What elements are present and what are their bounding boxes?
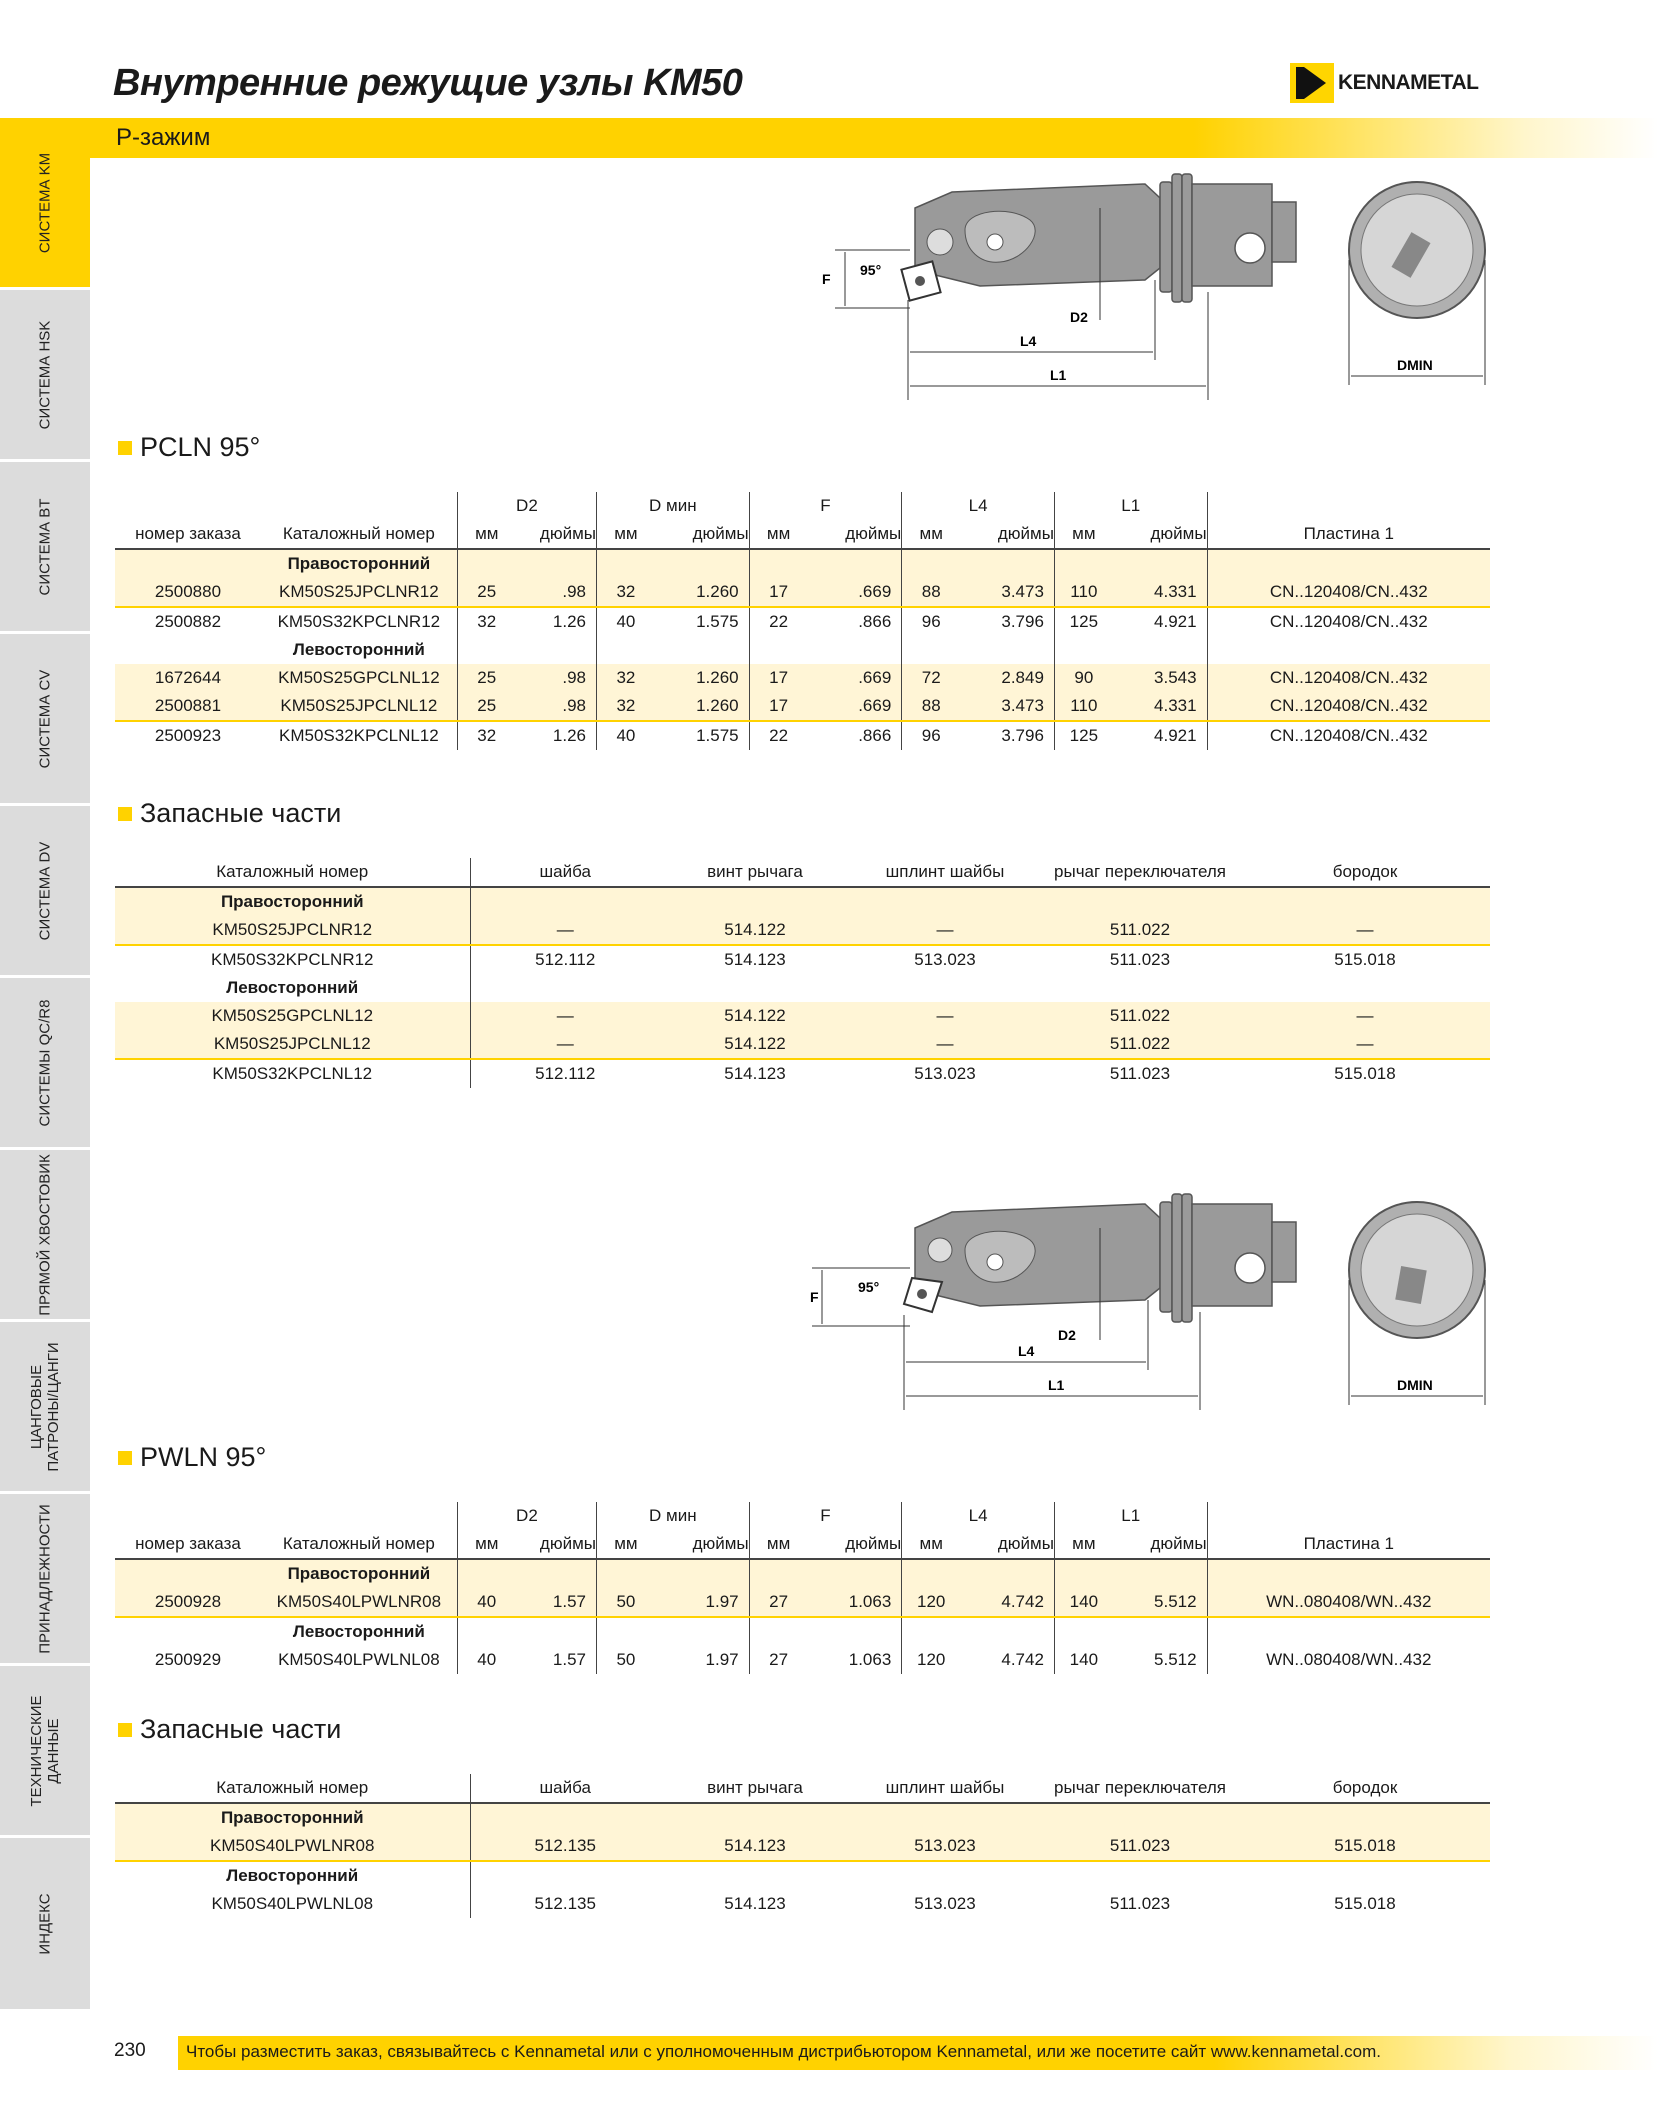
table-row bbox=[115, 1890, 1490, 1918]
table-cell: .98 bbox=[516, 664, 597, 692]
column-header: номер заказа bbox=[115, 520, 261, 549]
column-header: Пластина 1 bbox=[1207, 1530, 1490, 1559]
hand-label: Левосторонний bbox=[226, 978, 359, 997]
diagram-label-angle: 95° bbox=[858, 1279, 880, 1295]
table-cell: 511.023 bbox=[1109, 950, 1171, 969]
table-cell: WN..080408/WN..432 bbox=[1207, 1588, 1490, 1617]
column-header: рычаг переключателя bbox=[1040, 1774, 1240, 1803]
sidebar-item-label: СИСТЕМА DV bbox=[36, 841, 54, 940]
table-cell: — bbox=[1240, 1002, 1490, 1030]
group-header: D2 bbox=[457, 492, 596, 520]
table-cell: 3.473 bbox=[960, 578, 1054, 607]
row-group-label bbox=[115, 1617, 1490, 1646]
table-cell: 514.122 bbox=[660, 916, 850, 945]
column-header: дюймы bbox=[808, 520, 902, 549]
sidebar-item[interactable] bbox=[0, 806, 90, 978]
table-cell: 515.018 bbox=[1334, 1894, 1396, 1913]
page-title: Внутренние режущие узлы KM50 bbox=[113, 62, 743, 104]
table-cell: 120 bbox=[902, 1588, 960, 1617]
column-header: мм bbox=[597, 520, 655, 549]
group-header: L4 bbox=[902, 492, 1055, 520]
sidebar-item-label: СИСТЕМЫ QC/R8 bbox=[36, 999, 54, 1126]
section-spares-2 bbox=[118, 1714, 341, 1745]
sidebar-item[interactable] bbox=[0, 290, 90, 462]
table-cell: KM50S40LPWLNR08 bbox=[115, 1832, 470, 1861]
spares-table-2 bbox=[115, 1774, 1490, 1918]
table-cell: 514.122 bbox=[660, 1002, 850, 1030]
column-header: мм bbox=[1054, 520, 1112, 549]
sidebar-item[interactable] bbox=[0, 1322, 90, 1494]
table-row bbox=[115, 1646, 1490, 1674]
table-cell: — bbox=[1240, 916, 1490, 945]
column-header: шплинт шайбы bbox=[850, 858, 1040, 887]
kennametal-logo-icon bbox=[1290, 63, 1334, 103]
sidebar-item[interactable] bbox=[0, 1666, 90, 1838]
table-cell: KM50S25JPCLNR12 bbox=[261, 578, 457, 607]
section-title: Запасные части bbox=[140, 798, 342, 828]
table-row bbox=[115, 1588, 1490, 1617]
table-cell: 50 bbox=[597, 1588, 655, 1617]
row-group-label bbox=[115, 974, 1490, 1002]
diagram-label-l4: L4 bbox=[1020, 333, 1037, 349]
table-cell: 1.260 bbox=[655, 692, 749, 721]
sidebar-item-label: СИСТЕМА CV bbox=[36, 669, 54, 768]
table-cell: .669 bbox=[808, 692, 902, 721]
table-cell: 17 bbox=[749, 664, 807, 692]
table-cell: 515.018 bbox=[1240, 1832, 1490, 1861]
table-cell: KM50S32KPCLNR12 bbox=[277, 612, 441, 631]
column-header: Каталожный номер bbox=[261, 1530, 457, 1559]
table-cell: 3.473 bbox=[960, 692, 1054, 721]
table-cell: 511.022 bbox=[1040, 1002, 1240, 1030]
table-cell: 1.063 bbox=[808, 1588, 902, 1617]
table-cell: 515.018 bbox=[1334, 1064, 1396, 1083]
group-header: D мин bbox=[597, 492, 750, 520]
table-row bbox=[115, 945, 1490, 974]
table-cell: KM50S32KPCLNR12 bbox=[210, 950, 374, 969]
sidebar-item-label: ЦАНГОВЫЕ ПАТРОНЫ/ЦАНГИ bbox=[28, 1341, 62, 1472]
table-cell: KM50S40LPWLNL08 bbox=[278, 1650, 440, 1669]
table-cell: 1.260 bbox=[655, 578, 749, 607]
group-header: F bbox=[749, 492, 902, 520]
table-cell: — bbox=[470, 916, 660, 945]
table-cell: 88 bbox=[902, 692, 960, 721]
sidebar-item-label: ПРЯМОЙ ХВОСТОВИК bbox=[36, 1153, 54, 1316]
table-row bbox=[115, 1002, 1490, 1030]
table-cell: 25 bbox=[457, 578, 515, 607]
table-cell: 512.135 bbox=[470, 1890, 660, 1918]
sidebar-item-label: СИСТЕМА HSK bbox=[36, 320, 54, 429]
subtitle: P-зажим bbox=[116, 124, 211, 151]
table-header bbox=[115, 520, 1490, 549]
table-cell: 514.123 bbox=[724, 1894, 786, 1913]
column-header: дюймы bbox=[960, 1530, 1054, 1559]
column-header: Каталожный номер bbox=[261, 520, 457, 549]
table-cell: 125 bbox=[1054, 607, 1112, 636]
table-cell: KM50S25JPCLNL12 bbox=[115, 1030, 470, 1059]
table-cell: 514.123 bbox=[660, 1832, 850, 1861]
section-spares-1 bbox=[118, 798, 341, 829]
table-cell: 4.921 bbox=[1154, 612, 1197, 631]
table-row bbox=[115, 607, 1490, 636]
table-cell: .669 bbox=[808, 664, 902, 692]
section-title: PWLN 95° bbox=[140, 1442, 267, 1472]
table-cell: 1.063 bbox=[848, 1650, 892, 1669]
section-title: Запасные части bbox=[140, 1714, 342, 1744]
table-cell: CN..120408/CN..432 bbox=[1207, 664, 1490, 692]
group-header: D2 bbox=[457, 1502, 596, 1530]
table-cell: CN..120408/CN..432 bbox=[1207, 692, 1490, 721]
sidebar-item-label: СИСТЕМА KM bbox=[36, 152, 54, 253]
sidebar-item[interactable] bbox=[0, 1150, 90, 1322]
table-cell: 40 bbox=[597, 721, 655, 750]
yellow-square-icon bbox=[118, 441, 132, 455]
column-header: бородок bbox=[1240, 1774, 1490, 1803]
table-cell: 32 bbox=[597, 664, 655, 692]
column-header: шайба bbox=[470, 858, 660, 887]
table-cell: 125 bbox=[1054, 721, 1112, 750]
table-row bbox=[115, 916, 1490, 945]
table-cell: 2500923 bbox=[154, 726, 222, 745]
table-cell: 2500881 bbox=[115, 692, 261, 721]
table-cell: 3.543 bbox=[1113, 664, 1207, 692]
table-cell: — bbox=[850, 916, 1040, 945]
hand-label: Правосторонний bbox=[261, 549, 457, 578]
diagram-label-l1: L1 bbox=[1050, 367, 1067, 383]
diagram-label-angle: 95° bbox=[860, 262, 882, 278]
table-group-header bbox=[115, 1502, 1490, 1530]
table-cell: 511.022 bbox=[1040, 916, 1240, 945]
diagram-label-d2: D2 bbox=[1058, 1327, 1076, 1343]
table-cell: 514.122 bbox=[660, 1030, 850, 1059]
hand-label: Правосторонний bbox=[261, 1559, 457, 1588]
table-cell: 2500882 bbox=[154, 612, 222, 631]
yellow-square-icon bbox=[118, 1723, 132, 1737]
table-cell: 90 bbox=[1054, 664, 1112, 692]
table-cell: KM50S40LPWLNR08 bbox=[261, 1588, 457, 1617]
table-row bbox=[115, 692, 1490, 721]
table-cell: 3.796 bbox=[1001, 612, 1044, 631]
table-cell: 96 bbox=[902, 721, 960, 750]
table-cell: KM50S25GPCLNL12 bbox=[261, 664, 457, 692]
table-cell: 27 bbox=[749, 1646, 807, 1674]
brand-logo bbox=[1290, 62, 1478, 104]
diagram-label-d2: D2 bbox=[1070, 309, 1088, 325]
hand-label: Левосторонний bbox=[226, 1866, 359, 1885]
table-cell: 32 bbox=[597, 578, 655, 607]
table-cell: 110 bbox=[1054, 692, 1112, 721]
section-title: PCLN 95° bbox=[140, 432, 261, 462]
table-cell: 27 bbox=[749, 1588, 807, 1617]
table-cell: 25 bbox=[457, 664, 515, 692]
table-cell: 2.849 bbox=[960, 664, 1054, 692]
column-header: мм bbox=[457, 1530, 515, 1559]
diagram-label-l1: L1 bbox=[1048, 1377, 1065, 1393]
table-cell: 514.123 bbox=[724, 1064, 786, 1083]
row-group-label bbox=[115, 1861, 1490, 1890]
hand-label: Левосторонний bbox=[292, 1622, 425, 1641]
column-header: винт рычага bbox=[660, 1774, 850, 1803]
tool-diagram-pcln bbox=[800, 170, 1520, 400]
table-cell: CN..120408/CN..432 bbox=[1207, 607, 1490, 636]
table-cell: 40 bbox=[457, 1588, 515, 1617]
table-cell: 5.512 bbox=[1113, 1588, 1207, 1617]
table-header bbox=[115, 1774, 1490, 1803]
table-cell: 511.023 bbox=[1109, 1064, 1171, 1083]
subtitle-bar bbox=[0, 118, 1658, 158]
column-header: мм bbox=[902, 1530, 960, 1559]
group-header: L1 bbox=[1054, 492, 1207, 520]
column-header: Каталожный номер bbox=[115, 1774, 470, 1803]
table-cell: 512.112 bbox=[470, 945, 660, 974]
column-header: дюймы bbox=[655, 520, 749, 549]
sidebar-item[interactable] bbox=[0, 1494, 90, 1666]
table-cell: 1.57 bbox=[552, 1650, 586, 1669]
table-cell: CN..120408/CN..432 bbox=[1207, 721, 1490, 750]
section-pwln bbox=[118, 1442, 266, 1473]
table-cell: 4.331 bbox=[1113, 578, 1207, 607]
diagram-label-dmin: DMIN bbox=[1397, 357, 1433, 373]
brand-name: KENNAMETAL bbox=[1338, 71, 1479, 94]
table-cell: 511.022 bbox=[1040, 1030, 1240, 1059]
sidebar-item-label: ТЕХНИЧЕСКИЕ ДАННЫЕ bbox=[28, 1694, 62, 1807]
table-cell: 40 bbox=[597, 607, 655, 636]
tool-diagram-pwln bbox=[800, 1190, 1520, 1420]
sidebar-item[interactable] bbox=[0, 1838, 90, 2012]
table-cell: 1672644 bbox=[115, 664, 261, 692]
column-header: винт рычага bbox=[660, 858, 850, 887]
diagram-label-l4: L4 bbox=[1018, 1343, 1035, 1359]
table-cell: — bbox=[470, 1002, 660, 1030]
table-cell: 513.023 bbox=[914, 1064, 976, 1083]
column-header: мм bbox=[902, 520, 960, 549]
table-cell: 512.135 bbox=[470, 1832, 660, 1861]
column-header: шайба bbox=[470, 1774, 660, 1803]
column-header: дюймы bbox=[1113, 520, 1207, 549]
table-cell: 22 bbox=[749, 721, 807, 750]
table-cell: 515.018 bbox=[1334, 950, 1396, 969]
table-cell: KM50S25JPCLNR12 bbox=[115, 916, 470, 945]
group-header: L1 bbox=[1054, 1502, 1207, 1530]
sidebar-item[interactable] bbox=[0, 118, 90, 290]
table-cell: 1.26 bbox=[552, 612, 586, 631]
table-cell: KM50S40LPWLNL08 bbox=[211, 1894, 374, 1913]
table-cell: KM50S32KPCLNL12 bbox=[279, 726, 439, 745]
table-cell: 32 bbox=[457, 607, 515, 636]
row-group-label bbox=[115, 1803, 1490, 1832]
table-cell: 4.742 bbox=[960, 1588, 1054, 1617]
table-cell: 3.796 bbox=[1001, 726, 1044, 745]
row-group-label bbox=[115, 636, 1490, 664]
table-header bbox=[115, 1530, 1490, 1559]
table-row bbox=[115, 1030, 1490, 1059]
table-cell: 50 bbox=[597, 1646, 655, 1674]
table-cell: 110 bbox=[1054, 578, 1112, 607]
column-header: мм bbox=[597, 1530, 655, 1559]
table-cell: CN..120408/CN..432 bbox=[1207, 578, 1490, 607]
hand-label: Левосторонний bbox=[292, 640, 425, 659]
table-cell: .669 bbox=[808, 578, 902, 607]
column-header: Пластина 1 bbox=[1207, 520, 1490, 549]
table-cell: 120 bbox=[902, 1646, 960, 1674]
table-row bbox=[115, 1832, 1490, 1861]
table-cell: 513.023 bbox=[914, 1894, 976, 1913]
table-cell: 514.123 bbox=[724, 950, 786, 969]
column-header: бородок bbox=[1240, 858, 1490, 887]
section-pcln bbox=[118, 432, 260, 463]
table-cell: — bbox=[470, 1030, 660, 1059]
yellow-square-icon bbox=[118, 807, 132, 821]
pwln-table bbox=[115, 1502, 1490, 1674]
table-cell: 25 bbox=[457, 692, 515, 721]
column-header: мм bbox=[749, 520, 807, 549]
diagram-label-f: F bbox=[810, 1289, 819, 1305]
column-header: дюймы bbox=[655, 1530, 749, 1559]
table-cell: 32 bbox=[457, 721, 515, 750]
table-cell: .866 bbox=[858, 612, 892, 631]
sidebar-item[interactable] bbox=[0, 462, 90, 634]
table-cell: KM50S32KPCLNL12 bbox=[212, 1064, 373, 1083]
column-header: мм bbox=[749, 1530, 807, 1559]
column-header: шплинт шайбы bbox=[850, 1774, 1040, 1803]
hand-label: Правосторонний bbox=[115, 887, 470, 916]
row-group-label bbox=[115, 887, 1490, 916]
column-header: дюймы bbox=[516, 1530, 597, 1559]
table-cell: 1.26 bbox=[552, 726, 586, 745]
table-cell: KM50S25JPCLNL12 bbox=[261, 692, 457, 721]
table-cell: .98 bbox=[516, 578, 597, 607]
table-cell: 513.023 bbox=[850, 1832, 1040, 1861]
table-cell: 513.023 bbox=[914, 950, 976, 969]
table-cell: 511.023 bbox=[1109, 1894, 1171, 1913]
row-group-label bbox=[115, 1559, 1490, 1588]
table-cell: 511.023 bbox=[1040, 1832, 1240, 1861]
column-header: мм bbox=[1054, 1530, 1112, 1559]
table-row bbox=[115, 721, 1490, 750]
spares-table-1 bbox=[115, 858, 1490, 1088]
table-cell: 2500880 bbox=[115, 578, 261, 607]
table-cell: 17 bbox=[749, 578, 807, 607]
table-cell: 4.742 bbox=[1001, 1650, 1044, 1669]
table-cell: 72 bbox=[902, 664, 960, 692]
table-cell: 5.512 bbox=[1154, 1650, 1197, 1669]
table-cell: 2500929 bbox=[154, 1650, 222, 1669]
table-cell: 40 bbox=[457, 1646, 515, 1674]
diagram-label-f: F bbox=[822, 271, 831, 287]
footer-text: Чтобы разместить заказ, связывайтесь с Kennametal или с уполномоченным дистрибьютором Kennametal, или же посетите сайт www.kennametal.com. bbox=[186, 2042, 1381, 2061]
table-cell: 1.97 bbox=[655, 1588, 749, 1617]
diagram-label-dmin: DMIN bbox=[1397, 1377, 1433, 1393]
table-cell: 1.97 bbox=[705, 1650, 739, 1669]
column-header: номер заказа bbox=[115, 1530, 261, 1559]
pcln-table bbox=[115, 492, 1490, 750]
table-cell: 1.575 bbox=[696, 612, 739, 631]
column-header: мм bbox=[457, 520, 515, 549]
sidebar-item-label: ИНДЕКС bbox=[36, 1892, 54, 1955]
table-group-header bbox=[115, 492, 1490, 520]
table-header bbox=[115, 858, 1490, 887]
table-cell: 140 bbox=[1054, 1646, 1112, 1674]
sidebar-item-label: ПРИНАДЛЕЖНОСТИ bbox=[36, 1503, 54, 1654]
table-cell: 17 bbox=[749, 692, 807, 721]
table-cell: 22 bbox=[749, 607, 807, 636]
table-cell: WN..080408/WN..432 bbox=[1207, 1646, 1490, 1674]
table-cell: 96 bbox=[902, 607, 960, 636]
table-cell: 140 bbox=[1054, 1588, 1112, 1617]
table-cell: — bbox=[850, 1002, 1040, 1030]
page-number: 230 bbox=[114, 2040, 146, 2061]
table-cell: 1.57 bbox=[516, 1588, 597, 1617]
table-row bbox=[115, 664, 1490, 692]
column-header: дюймы bbox=[1113, 1530, 1207, 1559]
table-cell: 32 bbox=[597, 692, 655, 721]
table-row bbox=[115, 1059, 1490, 1088]
table-cell: KM50S25GPCLNL12 bbox=[115, 1002, 470, 1030]
group-header: F bbox=[749, 1502, 902, 1530]
table-cell: 88 bbox=[902, 578, 960, 607]
column-header: дюймы bbox=[516, 520, 597, 549]
sidebar-item[interactable] bbox=[0, 634, 90, 806]
row-group-label bbox=[115, 549, 1490, 578]
yellow-square-icon bbox=[118, 1451, 132, 1465]
table-cell: 4.331 bbox=[1113, 692, 1207, 721]
hand-label: Правосторонний bbox=[115, 1803, 470, 1832]
table-cell: 1.260 bbox=[655, 664, 749, 692]
column-header: дюймы bbox=[808, 1530, 902, 1559]
group-header: D мин bbox=[597, 1502, 750, 1530]
table-cell: 512.112 bbox=[470, 1059, 660, 1088]
sidebar-item[interactable] bbox=[0, 978, 90, 1150]
table-cell: — bbox=[1240, 1030, 1490, 1059]
column-header: рычаг переключателя bbox=[1040, 858, 1240, 887]
column-header: дюймы bbox=[960, 520, 1054, 549]
table-cell: 1.575 bbox=[696, 726, 739, 745]
table-row bbox=[115, 578, 1490, 607]
table-cell: 4.921 bbox=[1154, 726, 1197, 745]
footer-bar bbox=[178, 2036, 1658, 2070]
table-cell: 2500928 bbox=[115, 1588, 261, 1617]
table-cell: — bbox=[850, 1030, 1040, 1059]
sidebar-item-label: СИСТЕМА BT bbox=[36, 498, 54, 595]
table-cell: .866 bbox=[858, 726, 892, 745]
column-header: Каталожный номер bbox=[115, 858, 470, 887]
table-cell: .98 bbox=[516, 692, 597, 721]
group-header: L4 bbox=[902, 1502, 1055, 1530]
